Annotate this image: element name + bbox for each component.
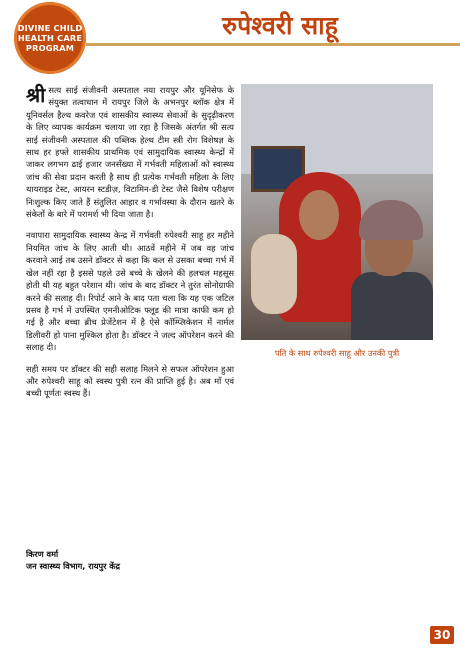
logo-line-1: DIVINE CHILD — [17, 23, 83, 33]
paragraph-2: नवापारा सामुदायिक स्वास्थ्य केन्द्र में गर्भवती रुपेश्वरी साहू हर महीने नियमित जांच के लिए आती थी। आठवें महीने में जब वह जांच करवाने आई तब उसने डॉक्टर से कहा कि कल से उसका बच्चा गर्भ में खेल नहीं रहा है इससे पहले उसे बच्चे के खेलने की हलचल महसूस होती थी यह बहुत परेशान थी। जांच के बाद डॉक्टर ने तुरंत सोनोग्राफी करने की सलाह दी। रिपोर्ट आने के बाद पता चला कि यह एक जटिल प्रसव है गर्भ में उपस्थित एमनीओटिक फ्लूड की मात्रा काफी कम हो गई है और बच्चा ब्रीच प्रेजेंटेशन में है ऐसे कॉम्प्लिकेशन में नार्मल डिलीवरी हो पाना मुश्किल होता है। डॉक्टर ने जल्द ऑपरेशन करने की सलाह दी। — [26, 230, 234, 353]
photo-baby — [251, 234, 297, 314]
paragraph-3: सही समय पर डॉक्टर की सही सलाह मिलने से सफल ऑपरेशन हुआ और रुपेश्वरी साहू को स्वस्थ पुत्री रत्न की प्राप्ति हुई है। अब माँ एवं बच्ची पूर्णतः स्वस्थ हैं। — [26, 363, 234, 399]
author-name: किरण वर्मा — [26, 549, 59, 559]
drop-cap: श्री — [26, 83, 46, 107]
photo-man-cap — [359, 200, 423, 240]
page-number: 30 — [430, 626, 454, 644]
photo-man-body — [351, 272, 433, 340]
paragraph-1-text: सत्य साई संजीवनी अस्पताल नया रायपुर और यूनिसेफ के संयुक्त तत्वाधान में रायपुर जिले के अभनपुर ब्लॉक क्षेत्र में यूनिवर्सल हैल्थ कवरेज एवं शासकीय स्वास्थ्य सेवाओं के सुदृढ़ीकरण के लिए व्यापक कार्यक्रम चलाया जा रहा है जिसके अंतर्गत श्री सत्य साई संजीवनी अस्पताल की पब्लिक हेल्थ टीम स्त्री रोग विशेषज्ञ के साथ हर हफ्ते शासकीय प्राथमिक एवं सामुदायिक स्वास्थ्य केन्द्रों में जाकर लगभग ढाई हजार जनसँख्या में गर्भवती महिलाओं को स्वास्थ्य जांच की सेवा प्रदान करती है साथ ही प्रत्येक गर्भवती महिला के लिए थायराइड टेस्ट, आयरन स्टडीज़, विटामिन-डी टेस्ट जैसे विशेष परीक्षण निःशुल्क किए जाते हैं संतुलित आहार व गर्भावस्था के दौरान खतरे के संकेतों के बारे में परामर्श भी दिया जाता है। — [26, 85, 234, 220]
paragraph-1 — [26, 84, 234, 220]
logo-line-3: PROGRAM — [25, 43, 75, 53]
program-logo — [14, 2, 86, 74]
photo-caption: पति के साथ रुपेश्वरी साहू और उनकी पुत्री — [274, 348, 400, 358]
author-signature — [26, 548, 286, 572]
article-body — [26, 84, 234, 409]
author-department: जन स्वास्थ्य विभाग, रायपुर केंद्र — [26, 561, 120, 571]
family-photo — [241, 84, 433, 340]
page-title: रुपेश्वरी साहू — [222, 11, 338, 40]
title-divider — [86, 43, 460, 46]
photo-woman-face — [299, 190, 339, 240]
logo-line-2: HEALTH CARE — [17, 33, 83, 43]
